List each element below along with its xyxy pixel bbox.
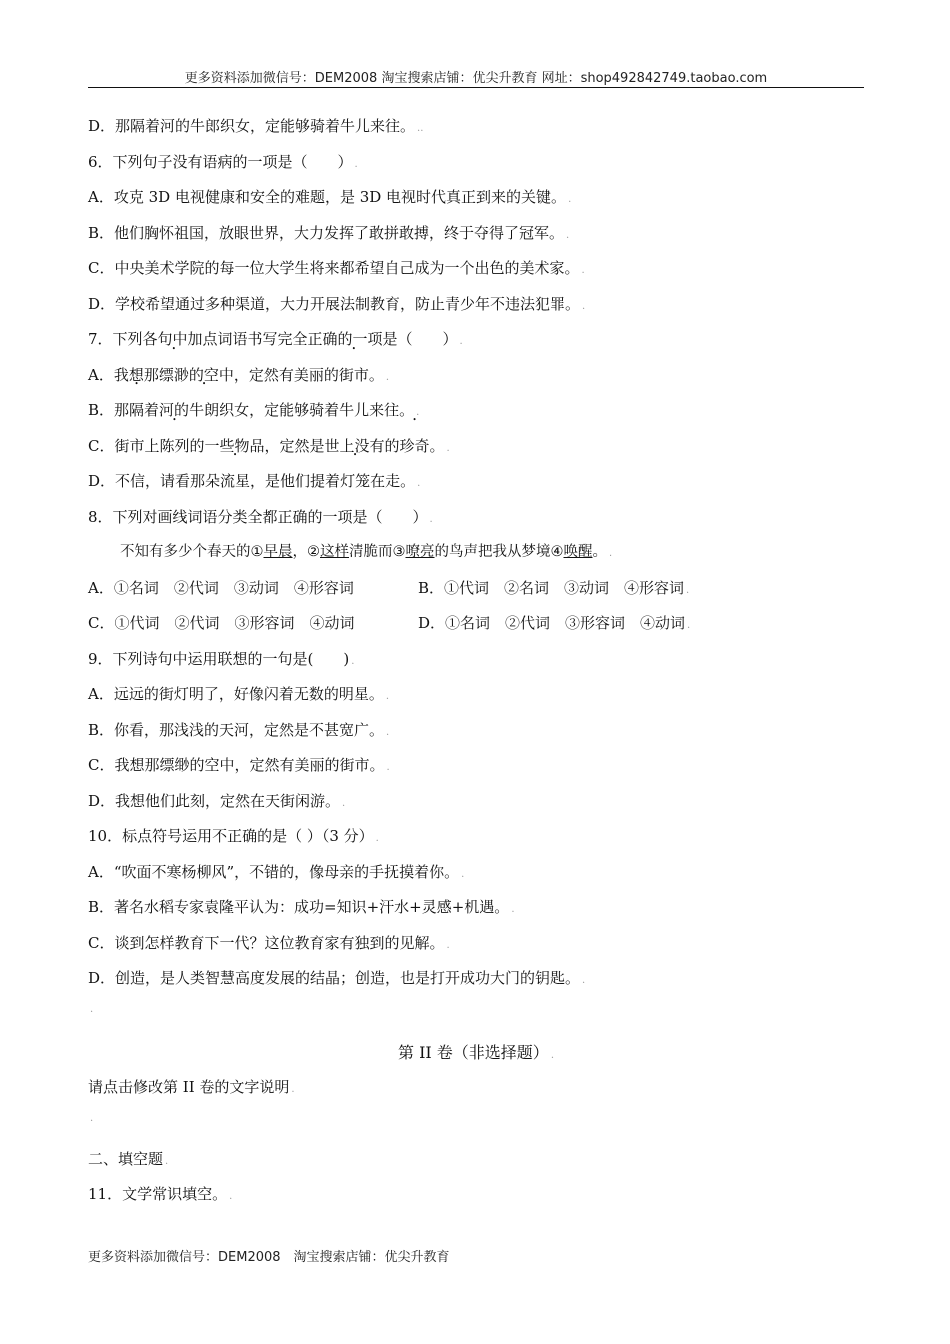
page-footer: 更多资料添加微信号：DEM2008 淘宝搜索店铺：优尖升教育: [88, 1250, 450, 1265]
dotted-word: 隔: [129, 401, 145, 419]
q11-stem: 11．文学常识填空。 .: [88, 1185, 233, 1203]
q9-option-d: D．我想他们此刻，定然在天街闲游。 .: [88, 791, 346, 810]
q6-option-b: B．他们胸怀祖国，放眼世界，大力发挥了敢拼敢搏，终于夺得了冠军。 .: [88, 223, 570, 242]
q7-option-b: B．那隔着河的牛朗织女，定能够骑着牛儿来往。 .: [88, 393, 888, 429]
part2-title: 第 II 卷（非选择题） .: [397, 1042, 554, 1062]
q8-option-b: B．①代词 ②名词 ③动词 ④形容词: [418, 578, 685, 597]
part2-note: 请点击修改第 II 卷的文字说明 .: [88, 1078, 295, 1096]
q6-option-c: C．中央美术学院的每一位大学生将来都希望自己成为一个出色的美术家。 .: [88, 259, 585, 277]
dotted-word: 陈列: [159, 436, 190, 455]
q8-options-ab: A．①名词 ②代词 ③动词 ④形容词 B．①代词 ②名词 ③动词 ④形容词 .: [88, 571, 888, 607]
q6-option-a: A．攻克 3D 电视健康和安全的难题，是 3D 电视时代真正到来的关键。 .: [88, 188, 572, 206]
q8-option-a: A．①名词 ②代词 ③动词 ④形容词: [88, 578, 354, 597]
q10-option-b: B．著名水稻专家袁隆平认为：成功=知识+汗水+灵感+机遇。 .: [88, 898, 515, 916]
q8-option-d: D．①名词 ②代词 ③形容词 ④动词: [418, 614, 686, 632]
dotted-word: 街市: [338, 365, 369, 384]
q10-option-c: C．谈到怎样教育下一代？这位教育家有独到的见解。 .: [88, 933, 450, 952]
q6-stem: 6．下列句子没有语病的一项是（ ） .: [88, 152, 358, 171]
header-divider: [88, 87, 864, 88]
page-header: 更多资料添加微信号：DEM2008 淘宝搜索店铺：优尖升教育 网址：shop492842749.taobao.com: [184, 71, 768, 86]
underlined-word: 早晨: [263, 544, 293, 560]
q9-option-a: A．远远的街灯明了，好像闪着无数的明星。 .: [88, 685, 390, 703]
q9-option-b: B．你看，那浅浅的天河，定然是不甚宽广。 .: [88, 720, 390, 739]
q8-option-c: C．①代词 ②代词 ③形容词 ④动词: [88, 614, 355, 632]
q5-option-d: D．那隔着河的牛郎织女，定能够骑着牛儿来往。 ..: [88, 117, 424, 135]
q9-stem: 9．下列诗句中运用联想的一句是( ) .: [88, 649, 355, 668]
dotted-word: 牛朗: [189, 401, 220, 419]
underlined-word: 唤醒: [563, 544, 593, 560]
underlined-word: 这样: [320, 544, 349, 560]
dotted-word: 流星: [220, 472, 251, 490]
q7-stem: 7．下列各句中加点词语书写完全正确的一项是（ ） .: [88, 330, 463, 348]
q10-stem: 10．标点符号运用不正确的是（ ）（3 分） .: [88, 827, 379, 845]
q7-option-c: C．街市上陈列的一些物品，定然是世上没有的珍奇。 .: [88, 429, 888, 465]
spacer: .: [90, 1003, 94, 1015]
q8-quote: 不知有多少个春天的①早晨，②这样清脆而③嘹亮的鸟声把我从梦境④唤醒。 .: [120, 544, 613, 560]
underlined-word: 嘹亮: [405, 544, 435, 560]
q7-option-d: D．不信，请看那朵流星，是他们提着灯笼在走。 .: [88, 464, 888, 500]
dotted-word: 珍奇: [399, 436, 430, 455]
q10-option-d: D．创造，是人类智慧高度发展的结晶；创造，也是打开成功大门的钥匙。 .: [88, 969, 586, 987]
q8-options-cd: C．①代词 ②代词 ③形容词 ④动词 D．①名词 ②代词 ③形容词 ④动词 .: [88, 606, 888, 642]
spacer: .: [90, 1112, 94, 1124]
section-fill-in: 二、填空题 .: [88, 1149, 169, 1168]
dotted-word: 灯笼: [340, 472, 371, 490]
q10-option-a: A．“吹面不寒杨柳风”，不错的，像母亲的手抚摸着你。 .: [88, 862, 465, 881]
q7-option-a: A．我想那缥渺的空中，定然有美丽的街市。 .: [88, 358, 888, 394]
q8-stem: 8．下列对画线词语分类全都正确的一项是（ ） .: [88, 507, 433, 526]
q6-option-d: D．学校希望通过多种渠道，大力开展法制教育，防止青少年不违法犯罪。 .: [88, 294, 586, 313]
q9-option-c: C．我想那缥缈的空中，定然有美丽的街市。 .: [88, 756, 390, 774]
dotted-word: 缥渺: [158, 365, 189, 384]
document-body: [88, 109, 888, 1213]
